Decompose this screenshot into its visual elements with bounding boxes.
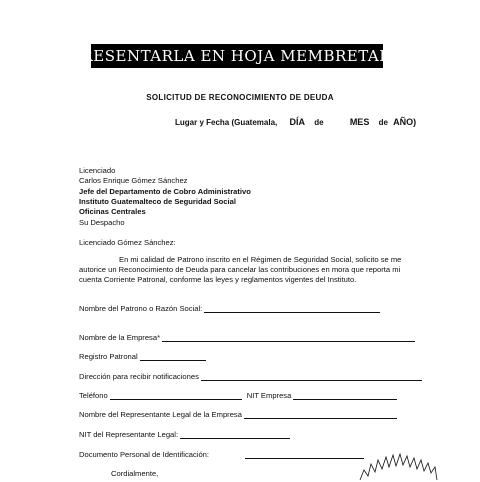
field-documento-line[interactable]	[245, 450, 364, 459]
field-direccion-line[interactable]	[201, 372, 422, 381]
field-nit-representante-line[interactable]	[180, 430, 290, 439]
addressee-name: Carlos Enrique Gómez Sánchez	[79, 176, 188, 185]
field-registro-line[interactable]	[140, 352, 206, 361]
year-placeholder: AÑO)	[393, 117, 417, 127]
field-representante-label: Nombre del Representante Legal de la Empresa	[79, 410, 242, 419]
field-representante[interactable]	[79, 410, 397, 419]
addressee-office: Oficinas Centrales	[79, 207, 146, 216]
field-empresa-line[interactable]	[162, 333, 415, 342]
day-placeholder: DÍA	[289, 117, 305, 127]
field-direccion[interactable]	[79, 372, 422, 381]
addressee-position: Jefe del Departamento de Cobro Administrativo	[79, 187, 251, 196]
month-placeholder: MES	[349, 117, 370, 127]
addressee-institution: Instituto Guatemalteco de Seguridad Social	[79, 197, 236, 206]
field-nit-representante-label: NIT del Representante Legal:	[79, 430, 179, 439]
field-nit-empresa-line[interactable]	[293, 391, 397, 400]
salutation: Licenciado Gómez Sánchez:	[79, 238, 176, 247]
field-patrono-line[interactable]	[204, 304, 380, 313]
field-telefono-label: Teléfono	[79, 391, 108, 400]
field-patrono-label: Nombre del Patrono o Razón Social:	[79, 304, 203, 313]
place-date-line	[175, 117, 416, 127]
banner-text: PRESENTARLA EN HOJA MEMBRETADA	[70, 47, 404, 65]
addressee-title: Licenciado	[79, 166, 116, 175]
request-text: En mi calidad de Patrono inscrito en el Régimen de Seguridad Social, solicito se me autorice un Reconocimiento de Deuda para cancelar las contribuciones en mora que reporta mi cuenta Corriente Patronal, conforme las leyes y reglamentos vigentes del Instituto.	[79, 255, 402, 284]
field-documento[interactable]	[79, 450, 364, 459]
de-word: de	[314, 118, 324, 127]
de-word: de	[378, 118, 388, 127]
field-nit-representante[interactable]	[79, 430, 290, 439]
addressee-despacho: Su Despacho	[79, 218, 125, 227]
request-paragraph	[79, 255, 414, 285]
place-label: Lugar y Fecha (Guatemala,	[175, 118, 278, 127]
field-documento-label: Documento Personal de Identificación:	[79, 450, 210, 459]
field-telefono[interactable]	[79, 391, 397, 400]
field-registro-label: Registro Patronal	[79, 352, 138, 361]
field-direccion-label: Dirección para recibir notificaciones	[79, 372, 199, 381]
field-patrono[interactable]	[79, 304, 380, 313]
field-nit-empresa-label: NIT Empresa	[246, 391, 292, 400]
letterhead-banner	[70, 44, 404, 68]
field-telefono-line[interactable]	[110, 391, 242, 400]
field-empresa-label: Nombre de la Empresa*	[79, 333, 161, 342]
field-empresa[interactable]	[79, 333, 415, 342]
seal-starburst	[358, 452, 438, 482]
field-representante-line[interactable]	[244, 410, 397, 419]
document-title: SOLICITUD DE RECONOCIMIENTO DE DEUDA	[146, 93, 334, 102]
field-registro[interactable]	[79, 352, 206, 361]
closing: Cordialmente,	[111, 469, 159, 478]
starburst-outline	[360, 454, 437, 480]
